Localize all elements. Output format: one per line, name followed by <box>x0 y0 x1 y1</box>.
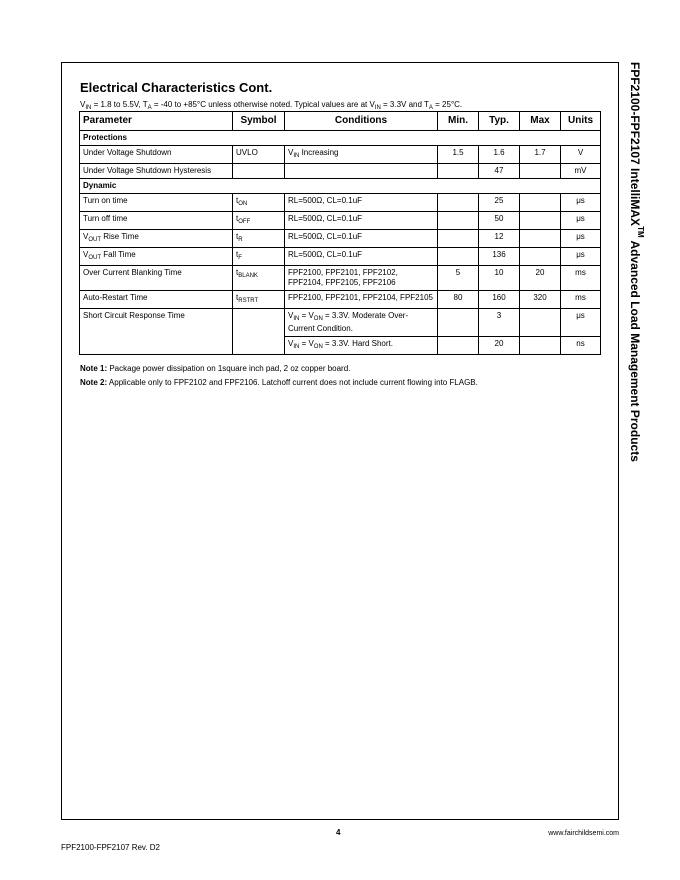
section-title: Electrical Characteristics Cont. <box>80 80 273 95</box>
max-cell <box>520 337 561 355</box>
typ-cell: 3 <box>479 309 520 337</box>
symbol-cell: $t_R$ <box>233 230 285 248</box>
page-number: 4 <box>336 828 341 837</box>
typ-cell: 20 <box>479 337 520 355</box>
symbol-cell: UVLO <box>233 146 285 164</box>
units-cell: V <box>561 146 601 164</box>
note-2: Note 2: Applicable only to FPF2102 and FPF2106. Latchoff current does not include current flowing into FLAGB. <box>80 378 478 387</box>
param-cell: $V_{OUT}$ Fall Time <box>80 248 233 266</box>
table-row <box>80 248 601 266</box>
typ-cell: 1.6 <box>479 146 520 164</box>
conditions-cell: RL=500Ω, CL=0.1uF <box>285 212 438 230</box>
section-dynamic: Dynamic <box>80 179 601 194</box>
table-row <box>80 266 601 291</box>
units-cell: μs <box>561 309 601 337</box>
table-row <box>80 146 601 164</box>
units-cell: ms <box>561 266 601 291</box>
param-cell: Short Circuit Response Time <box>80 309 233 355</box>
units-cell: ms <box>561 291 601 309</box>
note-1: Note 1: Package power dissipation on 1square inch pad, 2 oz copper board. <box>80 364 351 373</box>
max-cell: 1.7 <box>520 146 561 164</box>
header-typ: Typ. <box>479 112 520 131</box>
symbol-cell: $t_{ON}$ <box>233 194 285 212</box>
min-cell <box>438 194 479 212</box>
units-cell: μs <box>561 194 601 212</box>
notes-block <box>80 364 478 392</box>
conditions-cell: $V_{IN} = V_{ON} = 3.3V$. Moderate Over-Current Condition. <box>285 309 438 337</box>
header-parameter: Parameter <box>80 112 233 131</box>
side-product-title: FPF2100-FPF2107 IntelliMAX™ Advanced Load Management Products <box>628 62 645 462</box>
max-cell: 320 <box>520 291 561 309</box>
units-cell: μs <box>561 248 601 266</box>
param-cell: Over Current Blanking Time <box>80 266 233 291</box>
table-row <box>80 194 601 212</box>
table-row <box>80 212 601 230</box>
min-cell <box>438 230 479 248</box>
section-row-protections <box>80 131 601 146</box>
max-cell <box>520 194 561 212</box>
min-cell: 1.5 <box>438 146 479 164</box>
param-cell: $V_{OUT}$ Rise Time <box>80 230 233 248</box>
symbol-cell <box>233 164 285 179</box>
min-cell <box>438 337 479 355</box>
max-cell: 20 <box>520 266 561 291</box>
section-row-dynamic <box>80 179 601 194</box>
header-units: Units <box>561 112 601 131</box>
max-cell <box>520 309 561 337</box>
header-max: Max <box>520 112 561 131</box>
conditions-cell: FPF2100, FPF2101, FPF2104, FPF2105 <box>285 291 438 309</box>
units-cell: μs <box>561 212 601 230</box>
conditions-cell: $V_{IN} = V_{ON} = 3.3V$. Hard Short. <box>285 337 438 355</box>
typ-cell: 10 <box>479 266 520 291</box>
section-protections: Protections <box>80 131 601 146</box>
param-cell: Under Voltage Shutdown <box>80 146 233 164</box>
conditions-cell: RL=500Ω, CL=0.1uF <box>285 194 438 212</box>
typ-cell: 160 <box>479 291 520 309</box>
max-cell <box>520 164 561 179</box>
typ-cell: 136 <box>479 248 520 266</box>
test-conditions-line: $V_{IN} = 1.8$ to 5.5V, $T_A = -40$ to +85°C unless otherwise noted. Typical values are at $V_{IN} = 3.3V$ and $T_A = 25^\circ C$. <box>80 100 463 111</box>
param-cell: Turn on time <box>80 194 233 212</box>
typ-cell: 12 <box>479 230 520 248</box>
conditions-cell: $V_{IN}$ Increasing <box>285 146 438 164</box>
min-cell <box>438 212 479 230</box>
max-cell <box>520 248 561 266</box>
table-header-row <box>80 112 601 131</box>
electrical-characteristics-table <box>79 111 601 355</box>
typ-cell: 47 <box>479 164 520 179</box>
table-row <box>80 164 601 179</box>
conditions-cell: RL=500Ω, CL=0.1uF <box>285 230 438 248</box>
param-cell: Under Voltage Shutdown Hysteresis <box>80 164 233 179</box>
min-cell: 80 <box>438 291 479 309</box>
symbol-cell: $t_{RSTRT}$ <box>233 291 285 309</box>
max-cell <box>520 230 561 248</box>
min-cell <box>438 164 479 179</box>
table-row <box>80 309 601 337</box>
param-cell: Turn off time <box>80 212 233 230</box>
units-cell: ns <box>561 337 601 355</box>
units-cell: μs <box>561 230 601 248</box>
min-cell <box>438 248 479 266</box>
header-symbol: Symbol <box>233 112 285 131</box>
table-row <box>80 230 601 248</box>
typ-cell: 50 <box>479 212 520 230</box>
website-link[interactable]: www.fairchildsemi.com <box>548 830 619 837</box>
header-min: Min. <box>438 112 479 131</box>
header-conditions: Conditions <box>285 112 438 131</box>
symbol-cell: $t_{BLANK}$ <box>233 266 285 291</box>
max-cell <box>520 212 561 230</box>
param-cell: Auto-Restart Time <box>80 291 233 309</box>
typ-cell: 25 <box>479 194 520 212</box>
units-cell: mV <box>561 164 601 179</box>
conditions-cell: RL=500Ω, CL=0.1uF <box>285 248 438 266</box>
document-revision: FPF2100-FPF2107 Rev. D2 <box>61 843 161 852</box>
conditions-cell <box>285 164 438 179</box>
min-cell <box>438 309 479 337</box>
min-cell: 5 <box>438 266 479 291</box>
conditions-cell: FPF2100, FPF2101, FPF2102, FPF2104, FPF2105, FPF2106 <box>285 266 438 291</box>
symbol-cell: $t_{OFF}$ <box>233 212 285 230</box>
table-row <box>80 291 601 309</box>
symbol-cell: $t_F$ <box>233 248 285 266</box>
symbol-cell <box>233 309 285 355</box>
